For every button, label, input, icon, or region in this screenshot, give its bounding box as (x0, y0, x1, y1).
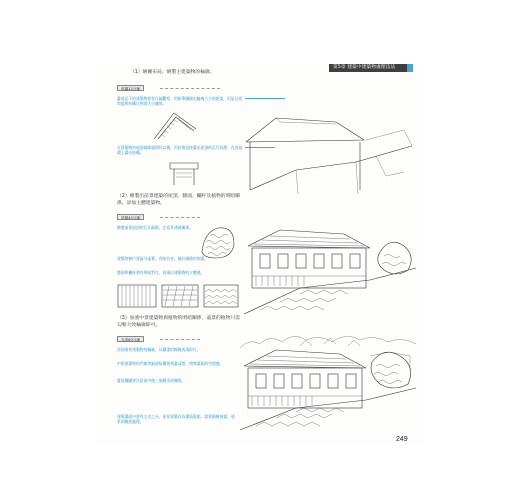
step-2-tag-line (160, 217, 200, 218)
step-3-note-1: 添加遠景建築物的輪廓，以簡潔的線條表現即可。 (117, 347, 201, 352)
step-1-leader-1 (245, 98, 285, 99)
step-3-final-drawing (240, 326, 416, 430)
step-1-note-1: 畫前記下的建築物要有仔細觀察，用鉛筆構繪出輪廓大小的框架，但是注意角度和結構比例的大小關係。 (117, 96, 243, 107)
step-1-note-2: 在建築物的屋頂細節處理好以後，用針筆直接畫出屋頂的瓦片紋理，在此基礎上畫出結構。 (117, 145, 243, 156)
step-3-note-2: 中景建築物的門窗等細部結構要刻畫清楚，增強畫面的空間感。 (117, 361, 224, 366)
step-3-note-3: 畫面構圖要注意前中後三個層次的關係。 (117, 378, 186, 383)
step-3-tag-line (160, 339, 200, 340)
step-2-building-drawing (240, 216, 416, 316)
step-2-note-1: 繪製前景屋頂的瓦片細節，注意其透視關係。 (117, 225, 193, 230)
cornice-detail-sketch (168, 157, 204, 187)
roof-detail-sketch (152, 109, 198, 145)
railing-detail-sketch (117, 284, 157, 308)
step-2-note-2: 建築物窗戶要區分虛實，有暗有亮，做好細節的刻畫。 (117, 256, 209, 261)
step-2-note-3: 牆面和欄杆要有明暗對比，表現出建築物的立體感。 (117, 270, 205, 275)
page-number: 249 (396, 436, 408, 443)
step-3-tag: 完成60分鐘 (117, 336, 144, 342)
step-3-note-4: 建築畫面中要有主次之分，前景建築作為畫面重點，需要細緻刻畫，遠景則概括處理。 (117, 414, 235, 425)
step-1-tag: 草圖12分鐘 (117, 85, 144, 91)
chapter-tab-marker (407, 64, 413, 72)
step-1-tag-line (160, 88, 220, 89)
step-3-label: （3）加強中景建築物與植物的明暗關係，遠景的植物只需勾勒大致輪廓即可。 (117, 316, 240, 328)
step-2-tag: 草圖45分鐘 (117, 214, 144, 220)
chapter-header: 第5章 建築中建築物處理技法 (329, 64, 407, 72)
step-1-outline-drawing (236, 106, 416, 198)
wall-tone-sketch (161, 284, 199, 308)
step-2-label: （2）繪製出前景建築的屋頂、牆面、欄杆及植物的明暗關係，添加主體建築物。 (117, 194, 240, 206)
roof-tile-sketch (203, 284, 239, 308)
step-1-label: （1）繪圖布局，繪製主建築物的輪廓。 (130, 70, 215, 75)
